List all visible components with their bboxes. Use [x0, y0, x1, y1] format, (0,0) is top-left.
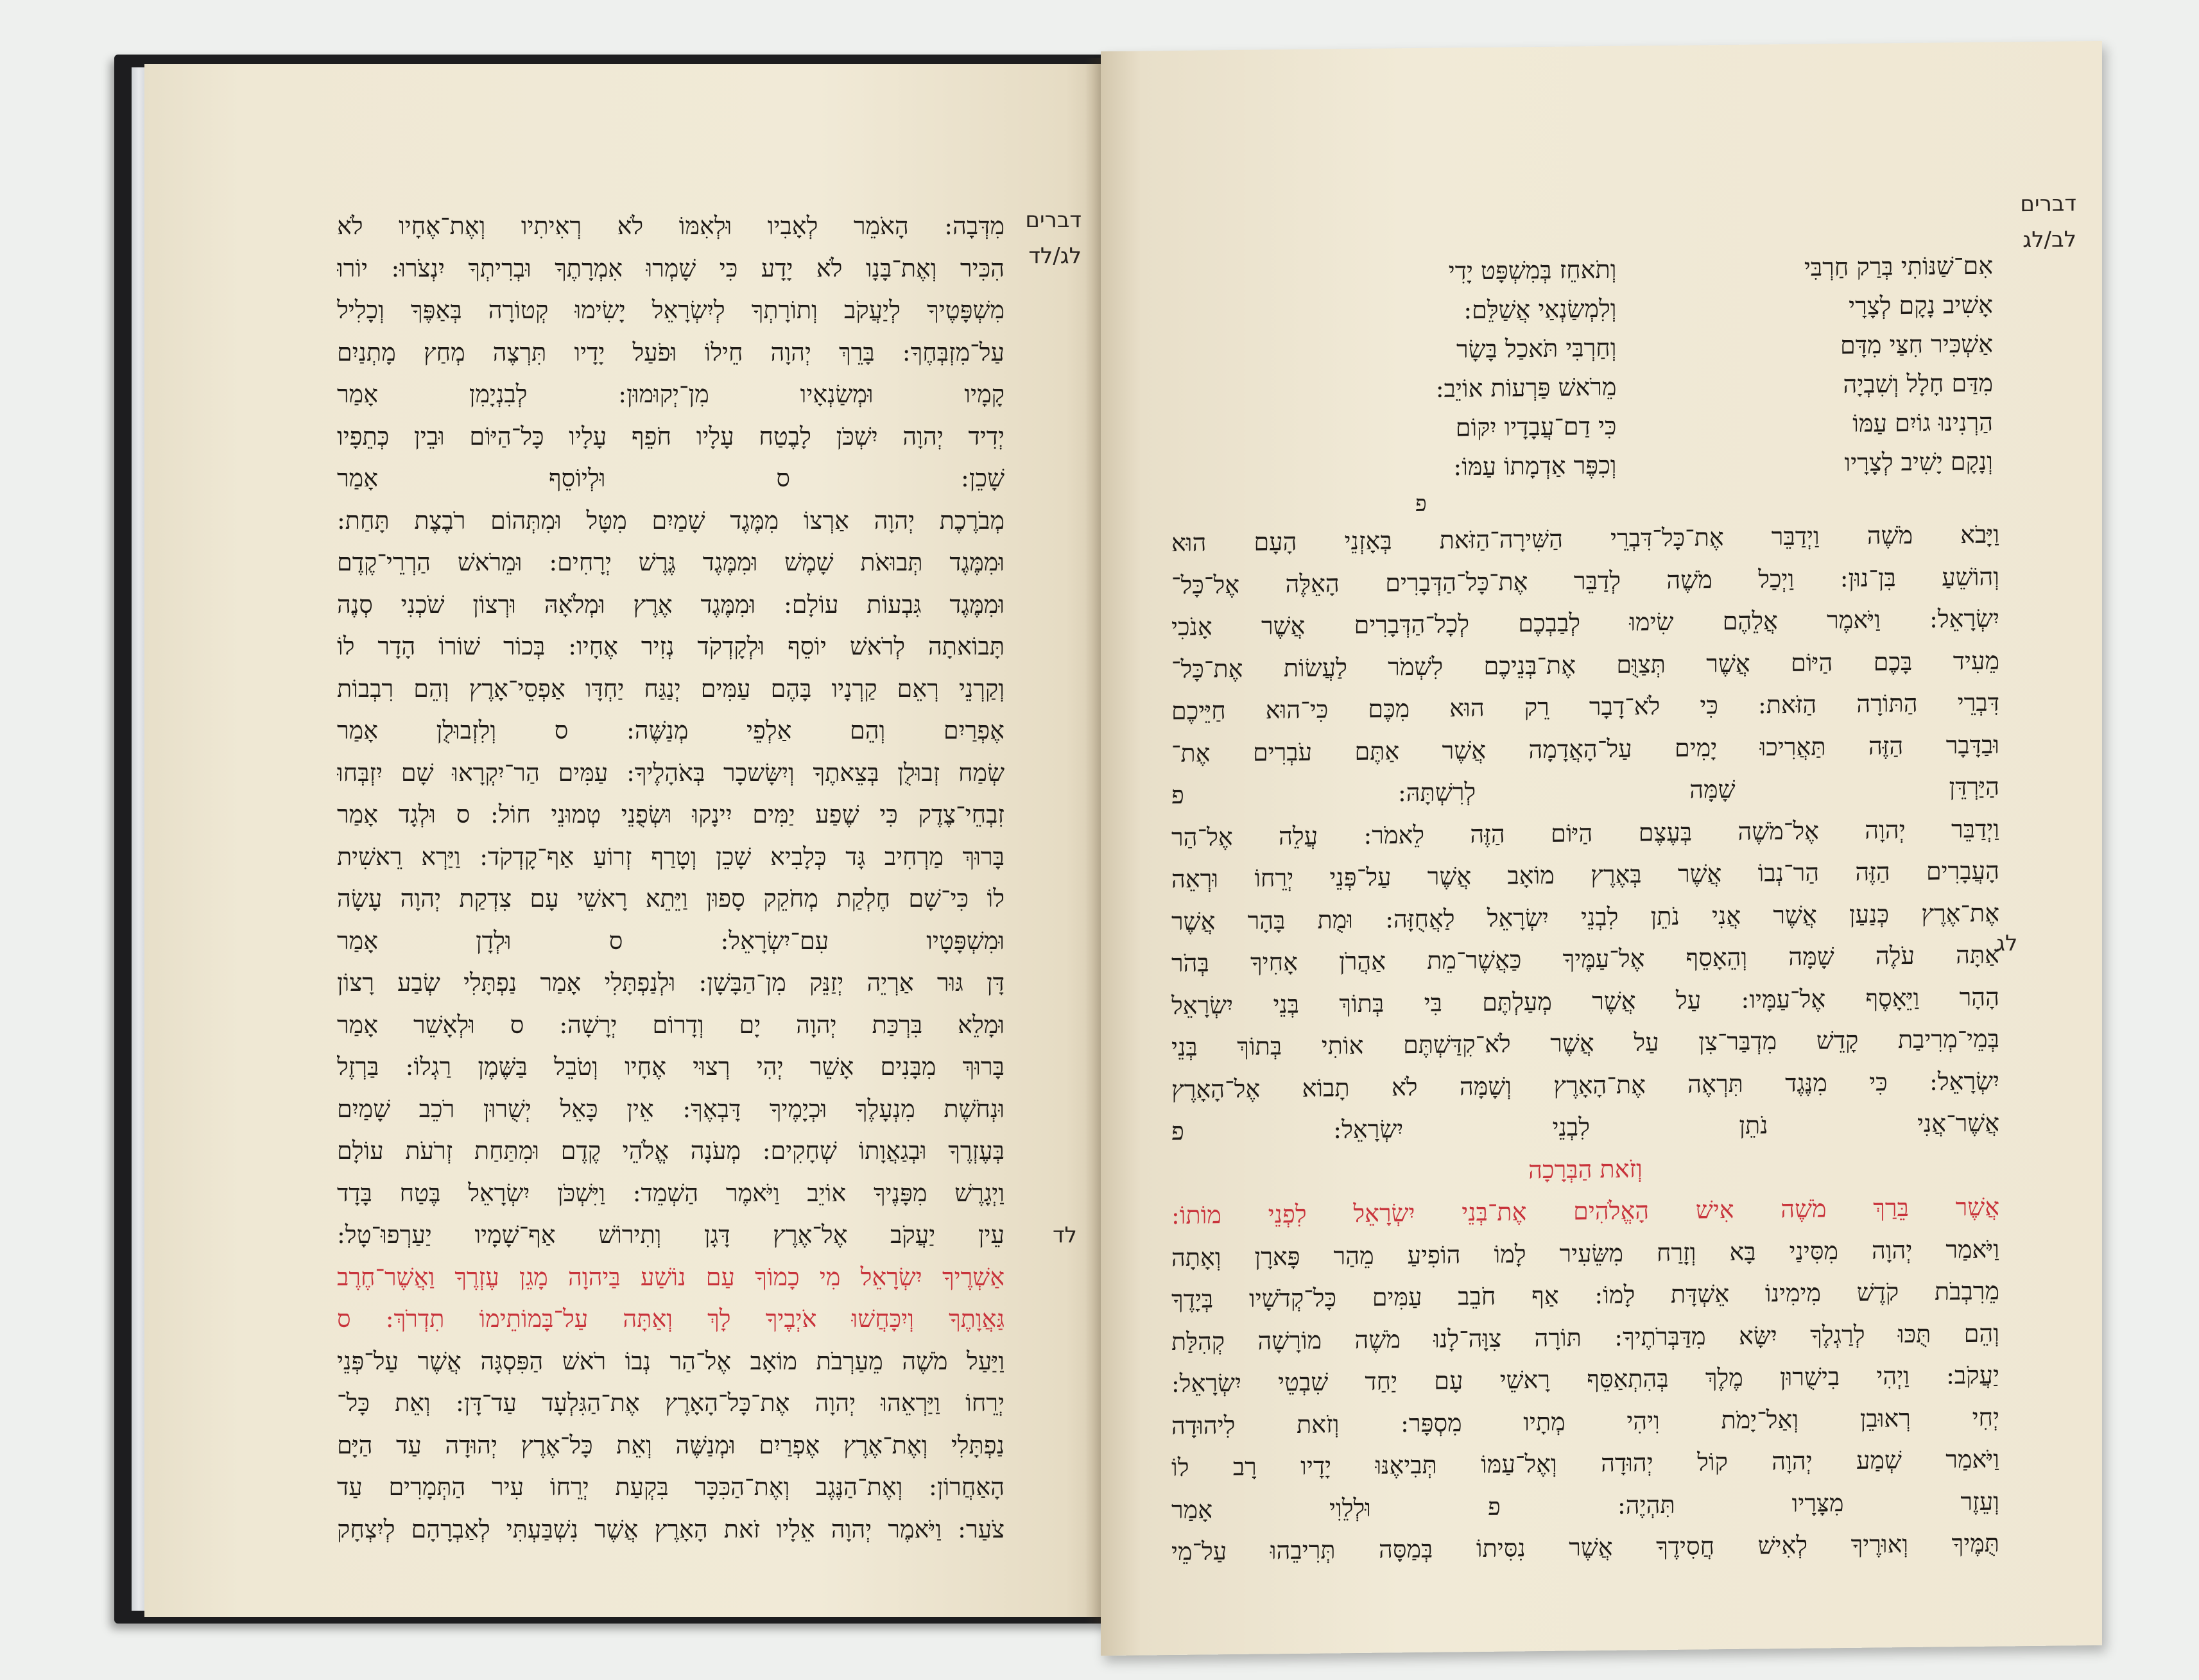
poem-verse — [1255, 442, 1993, 489]
line-text: לוֹ כִּי־שָׁם חֶלְקַת מְחֹקֵק סָפוּן וַיֵּתֵא רָאשֵׁי עָם צִדְקַת יְהוָה עָשָׂה — [337, 884, 1005, 913]
text-line — [337, 920, 1005, 963]
line-text: בָּרוּךְ מַרְחִיב גָּד כְּלָבִיא שָׁכֵן וְטָרַף זְרוֹעַ אַף־קָדְקֹד: וַיַּרְא רֵאשִׁית — [337, 842, 1005, 871]
text-line — [337, 1214, 1005, 1256]
text-line — [337, 416, 1005, 458]
line-text: תָּבוֹאתָה לְרֹאשׁ יוֹסֵף וּלְקָדְקֹד נְזִיר אֶחָיו: בְּכוֹר שׁוֹרוֹ הָדָר לוֹ — [337, 632, 1005, 660]
line-text: קָמָיו וּמְשַׂנְאָיו מִן־יְקוּמוּן: — [618, 380, 1005, 408]
text-line — [337, 289, 1005, 332]
poem-hemistich: מִדַּם חָלָל וְשִׁבְיָה — [1843, 368, 1993, 399]
poem-hemistich: וְתֹאחֵז בְּמִשְׁפָּט יָדִי — [1448, 255, 1617, 286]
poem-hemistich: וְכִפֶּר אַדְמָתוֹ עַמּוֹ: — [1453, 450, 1617, 481]
section-marker: ס — [337, 1305, 351, 1333]
chapter-range: לג/לד — [1028, 243, 1082, 269]
text-line — [337, 500, 1005, 542]
section-marker: ס וְלִזְבוּלֻן אָמַר — [337, 716, 569, 744]
line-text: דָּן גּוּר אַרְיֵה יְזַנֵּק מִן־הַבָּשָׁן: וּלְנַפְתָּלִי אָמַר נַפְתָּלִי שְׂבַע רָצוֹן — [337, 968, 1005, 997]
line-text: יְחִי רְאוּבֵן וְאַל־יָמֹת וִיהִי מְתָיו מִסְפָּר: וְזֹאת לִיהוּדָה — [1171, 1403, 1999, 1440]
line-text: יִשְׂרָאֵל: כִּי מִנֶּגֶד תִּרְאֶה אֶת־הָאָרֶץ וְשָׁמָּה לֹא תָבוֹא אֶל־הָאָרֶץ — [1171, 1067, 1999, 1104]
line-text: וְהוֹשֵׁעַ בִּן־נוּן: וַיְכַל מֹשֶׁה לְדַבֵּר אֶת־כָּל־הַדְּבָרִים הָאֵלֶּה אֶל־כָּל־ — [1171, 562, 1999, 599]
poem-hemistich: וְלִמְשַׂנְאַי אֲשַׁלֵּם: — [1463, 294, 1617, 325]
line-text: וַיֹּאמַר יְהוָה מִסִּינַי בָּא וְזָרַח מִשֵּׂעִיר לָמוֹ הוֹפִיעַ מֵהַר פָּארָן וְאָתָה — [1171, 1235, 1999, 1272]
line-text: בְּמֵי־מְרִיבַת קָדֵשׁ מִדְבַּר־צִן עַל אֲשֶׁר לֹא־קִדַּשְׁתֶּם אוֹתִי בְּתוֹךְ בְּנֵי — [1171, 1024, 1999, 1062]
text-line — [337, 1466, 1005, 1509]
text-line — [337, 626, 1005, 668]
line-text: וּמִשְׁפָּטָיו עִם־יִשְׂרָאֵל: — [720, 926, 1005, 955]
text-line — [337, 1298, 1005, 1341]
line-text: גַּאֲוָתֶךָ וְיִכָּחֲשׁוּ אֹיְבֶיךָ לָךְ וְאַתָּה עַל־בָּמוֹתֵימוֹ תִדְרֹךְ: — [385, 1305, 1005, 1333]
poem-hemistich: אַשְׁכִּיר חִצַּי מִדָּם — [1840, 329, 1993, 360]
text-line — [337, 962, 1005, 1004]
poem-hemistich: כִּי דַם־עֲבָדָיו יִקּוֹם — [1455, 411, 1617, 442]
line-text: אַתָּה עֹלֶה שָׁמָּה וְהֵאָסֵף אֶל־עַמֶּיךָ כַּאֲשֶׁר־מֵת אַהֲרֹן אָחִיךָ בְּהֹר — [1171, 940, 1999, 978]
line-text: הָהָר וַיֵּאָסֶף אֶל־עַמָּיו: עַל אֲשֶׁר מְעַלְתֶּם בִּי בְּתוֹךְ בְּנֵי יִשְׂרָאֵל — [1171, 982, 1999, 1020]
poem-hemistich: וְחַרְבִּי תֹּאכַל בָּשָׂר — [1456, 333, 1617, 364]
left-page-text — [337, 205, 1005, 1550]
poem-hemistich: מֵרֹאשׁ פַּרְעוֹת אוֹיֵב: — [1435, 372, 1617, 403]
text-line — [337, 1004, 1005, 1047]
section-marker: פ — [1171, 1117, 1184, 1146]
text-line — [337, 332, 1005, 374]
section-marker: ס וּלְאָשֵׁר אָמַר — [337, 1010, 524, 1039]
text-line — [337, 1130, 1005, 1172]
line-text: וּמִמֶּגֶד גִּבְעוֹת עוֹלָם: וּמִמֶּגֶד אֶרֶץ וּמְלֹאָהּ וּרְצוֹן שֹׁכְנִי סְנֶה — [337, 590, 1005, 619]
text-line — [337, 248, 1005, 290]
left-page — [144, 64, 1104, 1617]
line-text: הָאַחֲרוֹן: וְאֶת־הַנֶּגֶב וְאֶת־הַכִּכָּר בִּקְעַת יְרֵחוֹ עִיר הַתְּמָרִים עַד — [337, 1473, 1005, 1501]
text-line — [1171, 1523, 1999, 1573]
line-text: מֵרִבְבֹת קֹדֶשׁ מִימִינוֹ אֵשְׁדָּת לָמוֹ: אַף חֹבֵב עַמִּים כָּל־קְדֹשָׁיו בְּיָדֶךָ — [1171, 1276, 1999, 1314]
text-line — [337, 1088, 1005, 1131]
line-text: וְקַרְנֵי רְאֵם קַרְנָיו בָּהֶם עַמִּים יְנַגַּח יַחְדָּו אַפְסֵי־אָרֶץ וְהֵם רִבְבוֹת — [337, 674, 1005, 703]
line-text: צֹעַר: וַיֹּאמֶר יְהוָה אֵלָיו זֹאת הָאָרֶץ אֲשֶׁר נִשְׁבַּעְתִּי לְאַבְרָהָם לְיִצְחָק — [337, 1514, 1005, 1543]
text-line — [337, 1046, 1005, 1088]
line-text: מִשְׁפָּטֶיךָ לְיַעֲקֹב וְתוֹרָתְךָ לְיִשְׂרָאֵל יָשִׂימוּ קְטוֹרָה בְּאַפֶּךָ וְכָלִיל — [337, 296, 1005, 324]
right-page-text — [1171, 514, 1999, 1573]
text-line — [337, 668, 1005, 710]
text-line — [337, 458, 1005, 500]
line-text: דִּבְרֵי הַתּוֹרָה הַזֹּאת: כִּי לֹא־דָבָר רֵק הוּא מִכֶּם כִּי־הוּא חַיֵּיכֶם — [1171, 688, 1999, 726]
text-line — [337, 1172, 1005, 1215]
line-text: מִדְּבָה: הָאֹמֵר לְאָבִיו וּלְאִמּוֹ לֹא רְאִיתִיו וְאֶת־אֶחָיו לֹא — [337, 212, 1005, 240]
section-marker: פ — [1415, 490, 1427, 517]
right-chapter-ref — [1993, 185, 2076, 258]
line-text: שָׁכֵן: — [961, 464, 1005, 492]
line-text: וּמָלֵא בִּרְכַּת יְהוָה יָם וְדָרוֹם יְרָשָׁה: — [559, 1010, 1005, 1039]
line-text: וּנְחֹשֶׁת מִנְעָלֶךָ וּכְיָמֶיךָ דָּבְאֶךָ: אֵין כָּאֵל יְשֻׁרוּן רֹכֵב שָׁמַיִם — [337, 1094, 1005, 1123]
line-text: אֶת־אֶרֶץ כְּנַעַן אֲשֶׁר אֲנִי נֹתֵן לִבְנֵי יִשְׂרָאֵל לַאֲחֻזָּה: וּמֻת בָּהָר אֲשֶׁר — [1171, 898, 1999, 936]
line-text: יִשְׂרָאֵל: וַיֹּאמֶר אֲלֵהֶם שִׂימוּ לְבַבְכֶם לְכָל־הַדְּבָרִים אֲשֶׁר אָנֹכִי — [1171, 604, 1999, 642]
line-text: אֲשֶׁר בֵּרַךְ מֹשֶׁה אִישׁ הָאֱלֹהִים אֶת־בְּנֵי יִשְׂרָאֵל לִפְנֵי מוֹתוֹ: — [1171, 1192, 1999, 1230]
text-line — [337, 205, 1005, 248]
line-text: מֵעִיד בָּכֶם הַיּוֹם אֲשֶׁר תְּצַוֻּם אֶת־בְּנֵיכֶם לִשְׁמֹר לַעֲשׂוֹת אֶת־כָּל־ — [1171, 646, 1999, 683]
chapter-range: לב/לג — [2022, 227, 2076, 253]
line-text: וַיַּעַל מֹשֶׁה מֵעַרְבֹת מוֹאָב אֶל־הַר נְבוֹ רֹאשׁ הַפִּסְגָּה אֲשֶׁר עַל־פְּנֵי — [337, 1346, 1005, 1375]
text-line — [337, 836, 1005, 879]
song-poem — [1255, 246, 1993, 489]
chapter-number-34: לד — [1053, 1222, 1077, 1248]
line-text: וַיֹּאמַר שְׁמַע יְהוָה קוֹל יְהוּדָה וְאֶל־עַמּוֹ תְּבִיאֶנּוּ יָדָיו רָב לוֹ — [1171, 1444, 1999, 1482]
line-text: מְבֹרֶכֶת יְהוָה אַרְצוֹ מִמֶּגֶד שָׁמַיִם מִטָּל וּמִתְּהוֹם רֹבֶצֶת תָּחַת: — [337, 506, 1005, 535]
line-text: וַיְגָרֶשׁ מִפָּנֶיךָ אוֹיֵב וַיֹּאמֶר הַשְׁמֵד: וַיִּשְׁכֹּן יִשְׂרָאֵל בֶּטַח בָּדָד — [337, 1178, 1005, 1207]
text-line — [337, 710, 1005, 752]
text-line — [337, 1509, 1005, 1551]
line-text: וְעֵזֶר מִצָּרָיו תִּהְיֶה: — [1617, 1487, 1999, 1520]
line-text: הִכִּיר וְאֶת־בָּנָו לֹא יָדָע כִּי שָׁמְרוּ אִמְרָתֶךָ וּבְרִיתְךָ יִנְצֹרוּ: יוֹרוּ — [337, 253, 1005, 282]
line-text: וּמִמֶּגֶד תְּבוּאֹת שָׁמֶשׁ וּמִמֶּגֶד גֶּרֶשׁ יְרָחִים: וּמֵרֹאשׁ הַרְרֵי־קֶדֶם — [337, 548, 1005, 576]
text-line — [337, 794, 1005, 836]
text-line — [337, 1341, 1005, 1383]
line-text: וַיְדַבֵּר יְהוָה אֶל־מֹשֶׁה בְּעֶצֶם הַיּוֹם הַזֶּה לֵאמֹר: עֲלֵה אֶל־הַר — [1171, 814, 1999, 852]
line-text: נַפְתָּלִי וְאֶת־אֶרֶץ אֶפְרַיִם וּמְנַשֶּׁה וְאֵת כָּל־אֶרֶץ יְהוּדָה עַד הַיָּם — [337, 1430, 1005, 1459]
section-marker: פ וּלְלֵוִי אָמַר — [1171, 1492, 1501, 1524]
line-text: הָעֲבָרִים הַזֶּה הַר־נְבוֹ אֲשֶׁר בְּאֶרֶץ מוֹאָב אֲשֶׁר עַל־פְּנֵי יְרֵחוֹ וּרְאֵה — [1171, 856, 1999, 894]
text-line — [337, 542, 1005, 584]
line-text: בְּעֶזְרֶךָ וּבְגַאֲוָתוֹ שְׁחָקִים: מְעֹנָה אֱלֹהֵי קֶדֶם וּמִתַּחַת זְרֹעֹת עוֹלָם — [337, 1136, 1005, 1165]
line-text: אֲשֶׁר־אֲנִי נֹתֵן לִבְנֵי יִשְׂרָאֵל: — [1333, 1108, 1999, 1144]
text-line — [337, 1382, 1005, 1425]
section-marker: ס וּלְדָן אָמַר — [337, 926, 623, 955]
book-name: דברים — [1025, 207, 1082, 233]
line-text: וְהֵם תֻּכּוּ לְרַגְלֶךָ יִשָּׂא מִדַּבְּרֹתֶיךָ: תּוֹרָה צִוָּה־לָנוּ מֹשֶׁה מוֹרָשָׁה קְהִלַּת — [1171, 1319, 1999, 1356]
line-text: אֶפְרַיִם וְהֵם אַלְפֵי מְנַשֶּׁה: — [626, 716, 1005, 744]
poem-hemistich: אָשִׁיב נָקָם לְצָרָי — [1849, 290, 1993, 320]
chapter-number-33: לג — [1996, 930, 2018, 957]
line-text: יְרֵחוֹ וַיַּרְאֵהוּ יְהוָה אֶת־כָּל־הָאָרֶץ אֶת־הַגִּלְעָד עַד־דָּן: וְאֵת כָּל־ — [337, 1389, 1005, 1417]
line-text: יְדִיד יְהוָה יִשְׁכֹּן לָבֶטַח עָלָיו חֹפֵף עָלָיו כָּל־הַיּוֹם וּבֵין כְּתֵפָיו — [337, 422, 1005, 450]
poem-hemistich: וְנָקָם יָשִׁיב לְצָרָיו — [1844, 447, 1993, 477]
section-marker: פ — [1171, 780, 1184, 810]
line-text: יַעֲקֹב: וַיְהִי בִישֻׁרוּן מֶלֶךְ בְּהִתְאַסֵּף רָאשֵׁי עָם יַחַד שִׁבְטֵי יִשְׂרָאֵל: — [1171, 1360, 1999, 1398]
text-line — [337, 752, 1005, 794]
line-text: הַיַּרְדֵּן שָׁמָּה לְרִשְׁתָּהּ: — [1397, 772, 1999, 807]
section-marker: ס וּלְיוֹסֵף אָמַר — [337, 464, 791, 492]
text-line — [337, 373, 1005, 416]
line-text: וַיָּבֹא מֹשֶׁה וַיְדַבֵּר אֶת־כָּל־דִּבְרֵי הַשִּׁירָה־הַזֹּאת בְּאָזְנֵי הָעָם הוּא — [1171, 520, 1999, 558]
line-text: אַשְׁרֶיךָ יִשְׂרָאֵל מִי כָמוֹךָ עַם נוֹשַׁע בַּיהוָה מָגֵן עֶזְרֶךָ וַאֲשֶׁר־חֶרֶב — [337, 1262, 1005, 1291]
text-line — [337, 1256, 1005, 1299]
text-line — [337, 584, 1005, 626]
text-line — [337, 878, 1005, 920]
text-line — [1171, 1102, 1999, 1153]
line-text: עֵין יַעֲקֹב אֶל־אֶרֶץ דָּגָן וְתִירוֹשׁ אַף־שָׁמָיו יַעַרְפוּ־טָל: — [337, 1221, 1005, 1249]
text-line — [337, 1425, 1005, 1467]
book-name: דברים — [2020, 191, 2076, 218]
poem-hemistich: הַרְנִינוּ גוֹיִם עַמּוֹ — [1852, 407, 1993, 438]
line-text: עַל־מִזְבְּחֶךָ: בָּרֵךְ יְהוָה חֵילוֹ וּפֹעַל יָדָיו תִּרְצֶה מְחַץ מָתְנַיִם — [337, 338, 1005, 366]
line-text: שְׂמַח זְבוּלֻן בְּצֵאתֶךָ וְיִשָּׂשכָר בְּאֹהָלֶיךָ: עַמִּים הַר־יִקְרָאוּ שָׁם יִזְבְּחוּ — [337, 758, 1005, 787]
section-marker: לְבִנְיָמִן אָמַר — [337, 380, 528, 408]
left-chapter-ref — [1011, 202, 1082, 274]
poem-hemistich: אִם־שַׁנּוֹתִי בְּרַק חַרְבִּי — [1804, 251, 1993, 282]
line-text: וּבַדָּבָר הַזֶּה תַּאֲרִיכוּ יָמִים עַל־הָאֲדָמָה אֲשֶׁר אַתֶּם עֹבְרִים אֶת־ — [1171, 730, 1999, 767]
right-page — [1101, 41, 2102, 1656]
line-text: בָּרוּךְ מִבָּנִים אָשֵׁר יְהִי רְצוּי אֶחָיו וְטֹבֵל בַּשֶּׁמֶן רַגְלוֹ: בַּרְזֶל — [337, 1052, 1005, 1081]
line-text: תֻּמֶּיךָ וְאוּרֶיךָ לְאִישׁ חֲסִידֶךָ אֲשֶׁר נִסִּיתוֹ בְּמַסָּה תְּרִיבֵהוּ עַל־מֵי — [1171, 1529, 1999, 1566]
line-text: זִבְחֵי־צֶדֶק כִּי שֶׁפַע יַמִּים יִינָקוּ וּשְׂפֻנֵי טְמוּנֵי חוֹל: ס וּלְגָד אָמַר — [337, 800, 1005, 828]
line-text: וְזֹאת הַבְּרָכָה — [1528, 1154, 1643, 1184]
